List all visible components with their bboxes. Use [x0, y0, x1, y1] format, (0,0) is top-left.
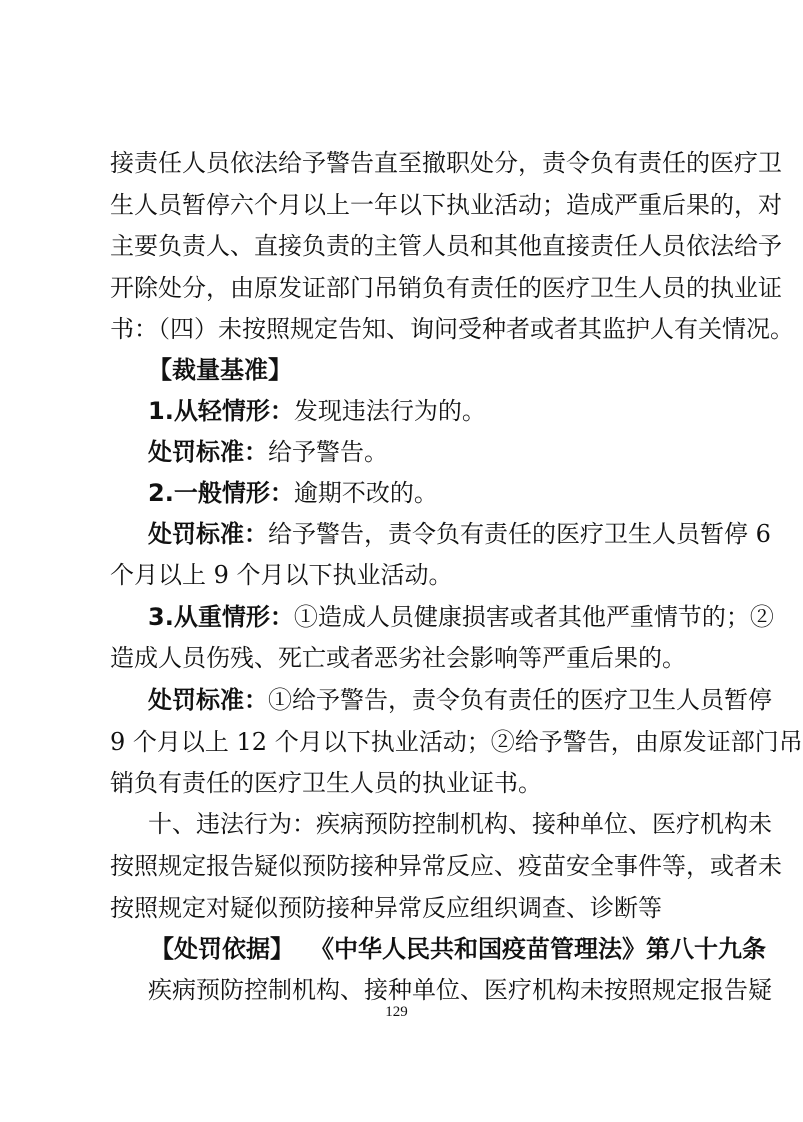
section-heading: 【裁量基准】 — [148, 356, 292, 384]
text-line: 主要负责人、直接负责的主管人员和其他直接责任人员依法给予 — [110, 232, 782, 260]
paragraph — [148, 473, 695, 513]
text-line: 生人员暂停六个月以上一年以下执业活动；造成严重后果的，对 — [110, 191, 782, 219]
text-line: 9 个月以上 12 个月以下执业活动；②给予警告，由原发证部门吊 — [110, 728, 803, 756]
text-line: 疾病预防控制机构、接种单位、医疗机构未按照规定报告疑 — [148, 976, 772, 1004]
page-number: 129 — [385, 1004, 408, 1020]
text-line: 开除处分，由原发证部门吊销负有责任的医疗卫生人员的执业证 — [110, 274, 782, 302]
paragraph — [148, 514, 771, 554]
text-line: 按照规定报告疑似预防接种异常反应、疫苗安全事件等，或者未 — [110, 852, 782, 880]
label: 3.从重情形： — [148, 603, 294, 631]
text-line: 十、违法行为：疾病预防控制机构、接种单位、医疗机构未 — [148, 810, 772, 838]
label: 处罚标准： — [148, 520, 268, 548]
text-line: 接责任人员依法给予警告直至撤职处分，责令负有责任的医疗卫 — [110, 149, 782, 177]
text: 给予警告。 — [268, 438, 388, 466]
law-title: 《中华人民共和国疫苗管理法》第八十九条 — [310, 935, 766, 963]
text-line: 书：（四）未按照规定告知、询问受种者或者其监护人有关情况。 — [110, 315, 794, 343]
label: 【处罚依据】 — [150, 935, 294, 963]
label: 2.一般情形： — [148, 479, 294, 507]
text: 逾期不改的。 — [293, 479, 438, 507]
text: ①给予警告，责令负有责任的医疗卫生人员暂停 — [268, 686, 772, 714]
paragraph — [148, 680, 772, 720]
label: 处罚标准： — [148, 686, 268, 714]
label: 处罚标准： — [148, 438, 268, 466]
basis-heading — [150, 929, 766, 969]
text: 发现违法行为的。 — [293, 397, 486, 425]
text-line: 个月以上 9 个月以下执业活动。 — [110, 561, 453, 589]
text-line: 造成人员伤残、死亡或者恶劣社会影响等严重后果的。 — [110, 644, 686, 672]
paragraph — [148, 391, 695, 431]
text: 给予警告，责令负有责任的医疗卫生人员暂停 6 — [268, 520, 771, 548]
text: ①造成人员健康损害或者其他严重情节的；② — [293, 603, 774, 631]
label: 1.从轻情形： — [148, 397, 294, 425]
paragraph — [148, 432, 695, 472]
text-line: 销负有责任的医疗卫生人员的执业证书。 — [110, 769, 542, 797]
paragraph — [148, 597, 774, 637]
text-line: 按照规定对疑似预防接种异常反应组织调查、诊断等 — [110, 894, 662, 922]
